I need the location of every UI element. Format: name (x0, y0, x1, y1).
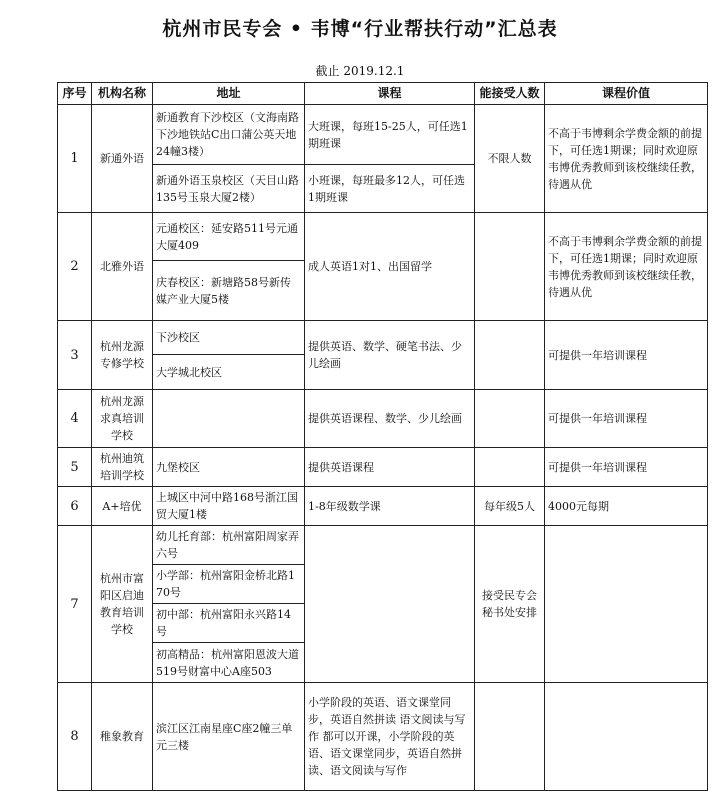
table-row (58, 105, 708, 165)
address-cell: 初中部：杭州富阳永兴路14号 (153, 604, 305, 643)
value-cell: 可提供一年培训课程 (545, 321, 708, 390)
course-cell: 提供英语、数学、硬笔书法、少儿绘画 (305, 321, 475, 390)
as-of-date: 截止 2019.12.1 (315, 64, 405, 78)
value-cell: 不高于韦博剩余学费金额的前提下，可任选1期课；同时欢迎原韦博优秀教师到该校继续任教，待遇从优 (545, 213, 708, 321)
table-row (58, 213, 708, 261)
header-no: 序号 (58, 83, 92, 105)
address-cell: 初高精品：杭州富阳恩波大道519号财富中心A座503 (153, 643, 305, 683)
course-cell (305, 526, 475, 683)
org-name: 杭州迪筑培训学校 (92, 448, 153, 487)
header-name: 机构名称 (92, 83, 153, 105)
org-name: A+培优 (92, 487, 153, 526)
course-cell: 1-8年级数学课 (305, 487, 475, 526)
course-cell: 提供英语课程 (305, 448, 475, 487)
course-cell: 大班课，每班15-25人，可任选1期班课 (305, 105, 475, 165)
course-cell: 小班课，每班最多12人，可任选1期班课 (305, 165, 475, 213)
table-row (58, 321, 708, 355)
address-cell: 上城区中河中路168号浙江国贸大厦1楼 (153, 487, 305, 526)
capacity-cell: 不限人数 (475, 105, 545, 213)
capacity-cell (475, 448, 545, 487)
row-number: 8 (58, 683, 92, 791)
capacity-cell (475, 321, 545, 390)
table-row (58, 448, 708, 487)
table-row (58, 390, 708, 448)
row-number: 6 (58, 487, 92, 526)
header-value: 课程价值 (545, 83, 708, 105)
address-cell: 新通教育下沙校区（文海南路下沙地铁站C出口蒲公英天地24幢3楼） (153, 105, 305, 165)
summary-table (57, 82, 708, 791)
course-cell: 成人英语1对1、出国留学 (305, 213, 475, 321)
table-header-row (58, 83, 708, 105)
org-name: 杭州龙源专修学校 (92, 321, 153, 390)
address-cell: 元通校区：延安路511号元通大厦409 (153, 213, 305, 261)
row-number: 1 (58, 105, 92, 213)
capacity-cell (475, 683, 545, 791)
capacity-cell: 接受民专会秘书处安排 (475, 526, 545, 683)
org-name: 杭州龙源求真培训学校 (92, 390, 153, 448)
capacity-cell (475, 390, 545, 448)
address-cell: 幼儿托育部：杭州富阳周家弄六号 (153, 526, 305, 565)
header-course: 课程 (305, 83, 475, 105)
table-row (58, 487, 708, 526)
address-cell: 小学部：杭州富阳金桥北路170号 (153, 565, 305, 604)
address-cell: 下沙校区 (153, 321, 305, 355)
org-name: 杭州市富阳区启迪教育培训学校 (92, 526, 153, 683)
address-cell: 大学城北校区 (153, 355, 305, 390)
address-cell (153, 390, 305, 448)
document-title: 杭州市民专会 • 韦博“行业帮扶行动”汇总表 (162, 18, 558, 40)
header-capacity: 能接受人数 (475, 83, 545, 105)
org-name: 稚象教育 (92, 683, 153, 791)
row-number: 7 (58, 526, 92, 683)
address-cell: 新通外语玉泉校区（天目山路135号玉泉大厦2楼） (153, 165, 305, 213)
address-cell: 庆春校区：新塘路58号新传媒产业大厦5楼 (153, 261, 305, 321)
row-number: 3 (58, 321, 92, 390)
value-cell: 4000元每期 (545, 487, 708, 526)
value-cell: 可提供一年培训课程 (545, 448, 708, 487)
address-cell: 九堡校区 (153, 448, 305, 487)
capacity-cell: 每年级5人 (475, 487, 545, 526)
header-address: 地址 (153, 83, 305, 105)
row-number: 2 (58, 213, 92, 321)
course-cell: 小学阶段的英语、语文课堂同步，英语自然拼读 语文阅读与写作 都可以开课，小学阶段的英语、语文课堂同步，英语自然拼读、语文阅读与写作 (305, 683, 475, 791)
org-name: 北雅外语 (92, 213, 153, 321)
table-row (58, 526, 708, 565)
address-cell: 滨江区江南星座C座2幢三单元三楼 (153, 683, 305, 791)
value-cell: 可提供一年培训课程 (545, 390, 708, 448)
course-cell: 提供英语课程、数学、少儿绘画 (305, 390, 475, 448)
value-cell: 不高于韦博剩余学费金额的前提下，可任选1期课；同时欢迎原韦博优秀教师到该校继续任教，待遇从优 (545, 105, 708, 213)
org-name: 新通外语 (92, 105, 153, 213)
value-cell (545, 526, 708, 683)
table-row (58, 683, 708, 791)
capacity-cell (475, 213, 545, 321)
value-cell (545, 683, 708, 791)
row-number: 4 (58, 390, 92, 448)
row-number: 5 (58, 448, 92, 487)
